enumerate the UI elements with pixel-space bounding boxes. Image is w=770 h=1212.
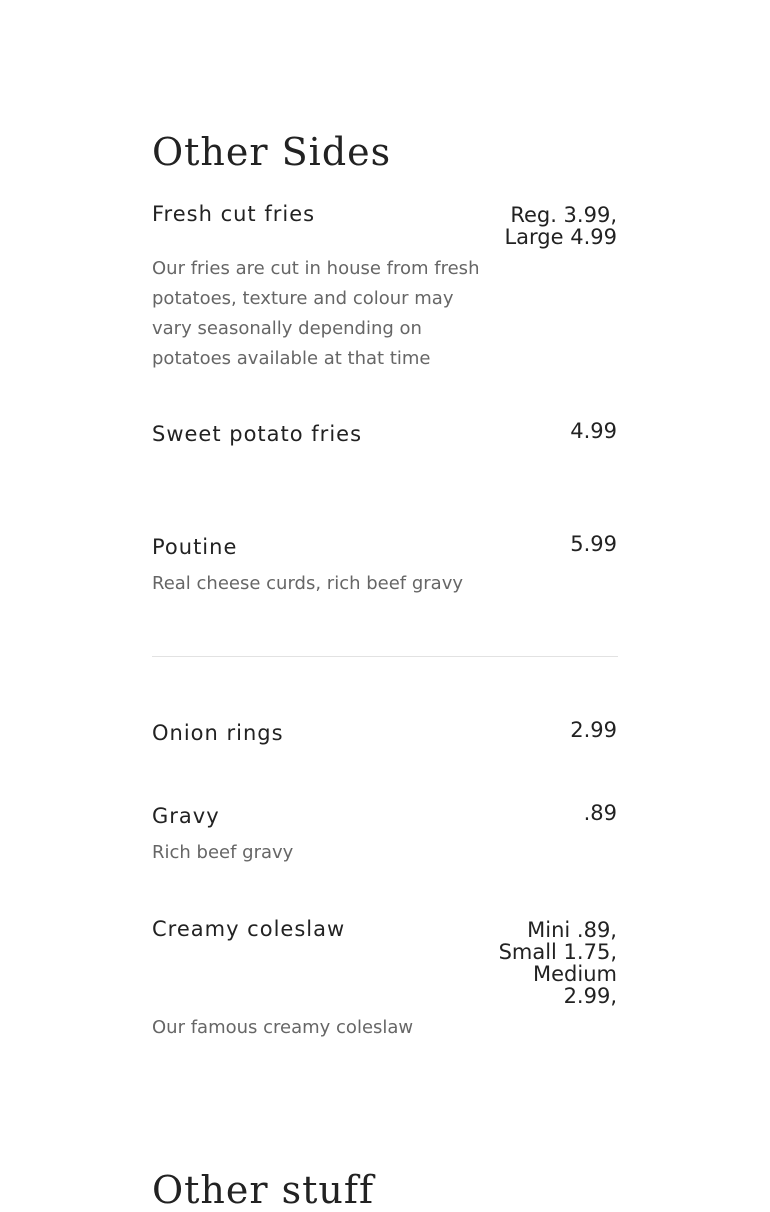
section-title-other-sides: Other Sides [152,130,392,174]
item-price: Reg. 3.99, Large 4.99 [504,203,617,249]
item-name: Onion rings [152,721,284,745]
item-name: Fresh cut fries [152,202,316,226]
item-price: 4.99 [570,419,617,443]
item-description: Our famous creamy coleslaw [152,1017,414,1038]
section-divider [152,656,618,657]
item-name: Gravy [152,804,220,828]
item-name: Creamy coleslaw [152,917,346,941]
item-name: Sweet potato fries [152,422,363,446]
section-title-other-stuff: Other stuff [152,1168,375,1212]
item-description: Real cheese curds, rich beef gravy [152,573,464,594]
item-price: Mini .89, Small 1.75, Medium 2.99, [498,918,617,1008]
item-name: Poutine [152,535,238,559]
item-description: Rich beef gravy [152,842,294,863]
item-description: Our fries are cut in house from fresh potatoes, texture and colour may vary seasonally depending on potatoes available at that time [152,258,480,369]
item-price: 5.99 [570,532,617,556]
item-price: 2.99 [570,718,617,742]
item-price: .89 [583,801,617,825]
